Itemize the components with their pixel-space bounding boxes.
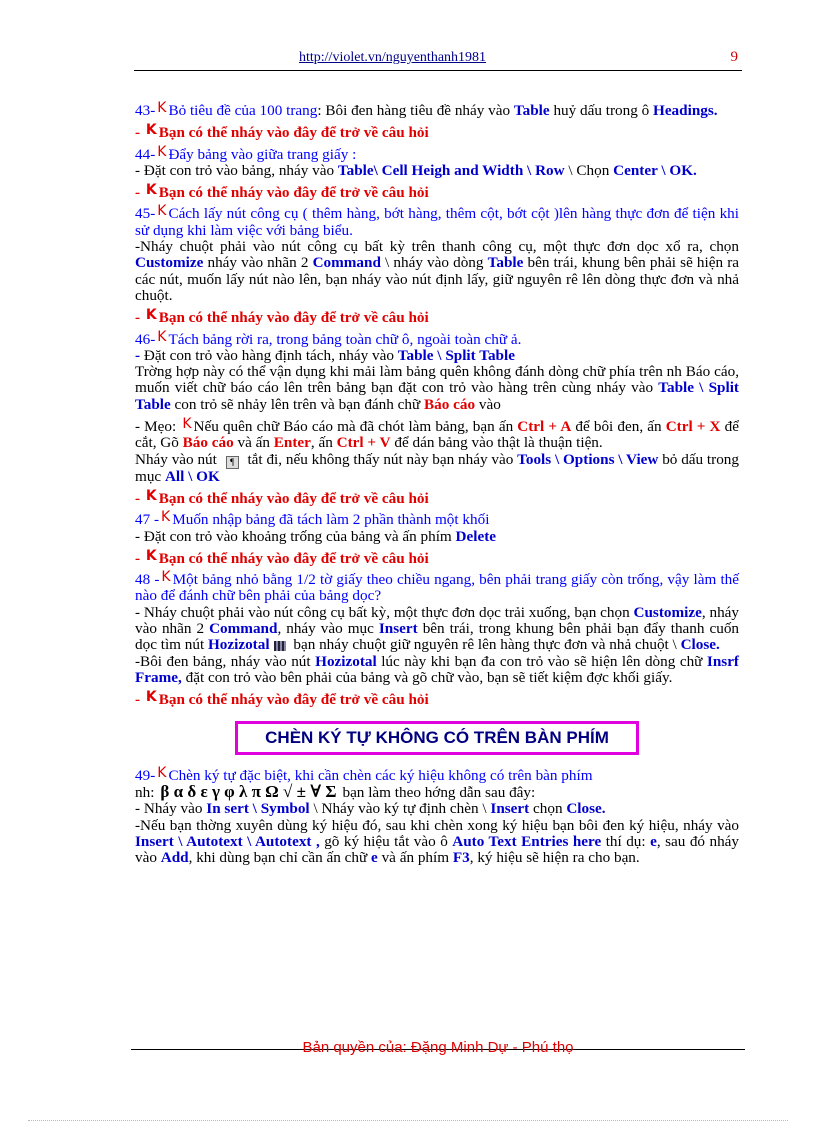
answer-text: - Nháy chuột phải vào nút công cụ bất kỳ, một thực đơn dọc trải xuống, bạn chọn (135, 603, 634, 621)
answer-45 (135, 239, 739, 304)
menu-term: Hozizotal (207, 636, 270, 654)
question-number: 44- (135, 145, 156, 163)
back-link-text[interactable]: Bạn có thể nháy vào đây để trở về câu hỏi (158, 489, 429, 507)
question-number: 47 - (135, 511, 160, 529)
question-text: Tách bảng rời ra, trong bảng toàn chữ ô, ngoài toàn chữ ả. (168, 330, 522, 348)
back-to-questions-link[interactable]: - K Bạn có thể nháy vào đây để trở về câu hỏi (135, 547, 429, 567)
k-marker-icon: K (157, 764, 167, 781)
menu-term: Command (209, 620, 278, 638)
question-number: 43- (135, 102, 156, 119)
answer-text: , khi dùng bạn chỉ cần ấn chữ (188, 849, 372, 867)
menu-term: Auto Text Entries here (452, 832, 602, 850)
menu-term: Insert \ Autotext \ Autotext , (135, 832, 320, 850)
answer-text: Nháy vào nút (135, 450, 221, 468)
back-to-questions-link[interactable]: - K Bạn có thể nháy vào đây để trở về câu hỏi (135, 182, 429, 202)
shortcut-term: Ctrl + V (336, 434, 391, 452)
k-marker-icon: K (157, 203, 167, 220)
answer-text: \ Nháy vào ký tự định chèn \ (309, 800, 491, 818)
question-text: Bỏ tiêu đề của 100 trang (168, 102, 318, 119)
answer-text: để cắt, Gõ (135, 418, 739, 452)
question-number: 46- (135, 330, 156, 348)
answer-text: nh: (135, 784, 155, 802)
k-marker-icon: K (145, 307, 157, 324)
menu-term: Delete (455, 527, 497, 545)
back-to-questions-link[interactable]: - K Bạn có thể nháy vào đây để trở về câu hỏi (135, 307, 429, 327)
question-text: Chèn ký tự đặc biệt, khi cần chèn các ký hiệu không có trên bàn phím (168, 766, 593, 784)
answer-text: tắt đi, nếu không thấy nút này bạn nháy vào (243, 450, 518, 468)
question-number: 45- (135, 205, 156, 223)
section-title: CHÈN KÝ TỰ KHÔNG CÓ TRÊN BÀN PHÍM (235, 721, 639, 755)
answer-text: thí dụ: (601, 832, 651, 850)
back-to-questions-link[interactable]: - K Bạn có thể nháy vào đây để trở về câu hỏi (135, 689, 429, 709)
answer-46-line-1 (135, 348, 739, 364)
question-47 (135, 509, 739, 528)
special-symbols: β α δ ε γ φ λ π Ω √ ± ∀ Σ (160, 782, 337, 802)
answer-text: bạn làm theo hớng dẫn sau đây: (342, 784, 536, 802)
menu-term: Command (312, 254, 381, 272)
answer-text: -Nếu bạn thờng xuyên dùng ký hiệu đó, sau khi chèn xong ký hiệu bạn bôi đen ký hiệu, nháy vào (135, 816, 739, 834)
answer-text: để dán bảng vào thật là thuận tiện. (390, 434, 603, 452)
back-link-text[interactable]: Bạn có thể nháy vào đây để trở về câu hỏi (158, 549, 429, 567)
menu-term: Table\ Cell Heigh and Width \ Row (337, 161, 565, 179)
page-break-divider (28, 1120, 788, 1121)
question-46 (135, 329, 739, 348)
answer-text: Đặt con trỏ vào hàng định tách, nháy vào (143, 346, 398, 364)
question-43 (135, 100, 739, 119)
answer-text: -Bôi đen bảng, nháy vào nút (135, 652, 316, 670)
menu-term: Table \ Split Table (135, 379, 739, 413)
page-footer (131, 1039, 745, 1056)
menu-term: Add (160, 849, 189, 867)
answer-text: \ nháy vào dòng (380, 254, 488, 272)
shortcut-term: Ctrl + X (665, 418, 721, 436)
answer-46-line-2 (135, 364, 739, 413)
question-45 (135, 203, 739, 239)
answer-text: bên trái, trong khung bên phải bạn đẩy thanh cuốn dọc tìm nút (135, 620, 740, 654)
answer-text: chọn (529, 800, 567, 818)
menu-term: Customize (135, 254, 204, 272)
answer-text: gõ ký hiệu tắt vào ô (319, 832, 453, 850)
menu-term: Table \ Split Table (397, 346, 515, 364)
paragraph-mark-icon: ¶ (226, 456, 239, 469)
question-number: 49- (135, 766, 156, 784)
answer-text: bỏ dấu trong mục (135, 450, 739, 485)
k-marker-icon: K (157, 100, 167, 116)
back-to-questions-link[interactable]: - K Bạn có thể nháy vào đây để trở về câu hỏi (135, 487, 429, 507)
answer-text: nháy vào nhãn 2 (203, 254, 313, 272)
menu-term: e (371, 849, 378, 867)
dash: - (135, 346, 144, 364)
menu-term: F3 (452, 849, 470, 867)
question-number: 48 - (135, 571, 160, 589)
answer-text: vào (475, 395, 501, 413)
answer-text: , sau đó nháy vào (135, 832, 739, 867)
k-marker-icon: K (157, 328, 167, 345)
k-marker-icon: K (161, 569, 171, 586)
answer-text: con trỏ sẽ nhảy lên trên và bạn đánh chữ (170, 395, 425, 413)
answer-text: \ Chọn (564, 161, 614, 179)
answer-48-line-1 (135, 605, 739, 654)
header-url-link[interactable]: http://violet.vn/nguyenthanh1981 (299, 50, 487, 65)
k-marker-icon: K (145, 122, 157, 139)
answer-text: Nếu quên chữ Báo cáo mà đã chót làm bảng, bạn ấn (193, 418, 518, 436)
k-marker-icon: K (145, 689, 157, 706)
menu-term: Table (487, 254, 524, 272)
back-to-questions-link[interactable]: - K Bạn có thể nháy vào đây để trở về câu hỏi (135, 122, 429, 142)
answer-text: bên trái, khung bên phải sẽ hiện ra các nút, muốn lấy nút nào lên, bạn nháy vào nút định lấy, giữ nguyên rê lên dòng thực đơn và nhả chuột. (135, 254, 740, 304)
menu-term: Customize (633, 603, 702, 621)
menu-term: Headings. (653, 102, 718, 119)
page-number: 9 (730, 49, 738, 65)
horizontal-line-icon (274, 641, 286, 651)
menu-term: Insert (490, 800, 530, 818)
answer-text: : Bôi đen hàng tiêu đề nháy vào (317, 102, 514, 119)
footer-copyright: Bản quyền của: Đặng Minh Dự - Phú thọ (302, 1039, 574, 1056)
question-44 (135, 144, 739, 163)
answer-text: - Nháy vào (135, 800, 207, 818)
tip-46 (135, 416, 739, 452)
back-link-text[interactable]: Bạn có thể nháy vào đây để trở về câu hỏi (158, 309, 429, 327)
answer-text: Trờng hợp này có thể vận dụng khi mải làm bảng quên không đánh dòng chữ phía trên nh Báo cáo, muốn viết chữ báo cáo lên trên bảng bạn đặt con trỏ vào hàng trên cùng nháy vào (135, 363, 739, 397)
question-text: Cách lấy nút công cụ ( thêm hàng, bớt hàng, thêm cột, bớt cột )lên hàng thực đơn để tiện khi sử dụng khi làm việc với bảng biểu. (135, 205, 739, 239)
k-marker-icon: K (157, 143, 167, 160)
answer-text: lúc này khi bạn đa con trỏ vào sẽ hiện lên dòng chữ (376, 652, 707, 670)
answer-text: , nháy vào nhãn 2 (135, 603, 739, 638)
k-marker-icon: K (161, 509, 171, 526)
k-marker-icon: K (182, 416, 192, 433)
answer-text: đặt con trỏ vào bên phải của bảng và gõ chữ vào, bạn sẽ tiết kiệm đợc khối giấy. (181, 668, 673, 686)
back-link-text[interactable]: Bạn có thể nháy vào đây để trở về câu hỏi (158, 124, 429, 142)
highlight-term: Báo cáo (182, 434, 234, 452)
menu-term: Close. (566, 800, 606, 818)
document-body (135, 100, 739, 867)
menu-term: Insrf Frame, (135, 652, 739, 686)
answer-46-line-4 (135, 452, 739, 485)
back-link-text[interactable]: Bạn có thể nháy vào đây để trở về câu hỏi (158, 691, 429, 709)
answer-text: và ấn (233, 434, 274, 452)
answer-text: huỷ dấu trong ô (549, 102, 653, 119)
k-marker-icon: K (145, 547, 157, 564)
menu-term: e (650, 832, 657, 850)
highlight-term: Báo cáo (424, 395, 476, 413)
answer-text: - Đặt con trỏ vào bảng, nháy vào (135, 161, 338, 179)
menu-term: In sert \ Symbol (206, 800, 310, 818)
menu-term: Center \ OK. (613, 161, 697, 179)
menu-term: Close. (680, 636, 720, 654)
answer-text: , nháy vào mục (277, 620, 379, 638)
answer-text: , ký hiệu sẽ hiện ra cho bạn. (469, 849, 640, 867)
symbols-line (135, 784, 739, 801)
page-header (134, 48, 742, 71)
menu-term: Insert (378, 620, 418, 638)
menu-term: Hozizotal (315, 652, 377, 670)
answer-47 (135, 529, 739, 545)
answer-text: và ấn phím (377, 849, 453, 867)
shortcut-term: Ctrl + A (517, 418, 572, 436)
question-48 (135, 569, 739, 605)
question-text: Một bảng nhỏ bằng 1/2 tờ giấy theo chiều ngang, bên phải trang giấy còn trống, vậy làm thế nào để đánh chữ bên phải của bảng dọc? (135, 571, 739, 605)
answer-49-line-1 (135, 801, 739, 817)
answer-text: -Nháy chuột phải vào nút công cụ bất kỳ trên thanh công cụ, một thực đơn dọc xổ ra, chọn (135, 238, 739, 256)
answer-text: để bôi đen, ấn (571, 418, 666, 436)
answer-text: bạn nháy chuột giữ nguyên rê lên hàng thực đơn và nhả chuột \ (289, 636, 681, 654)
menu-term: Tools \ Options \ View (517, 450, 659, 468)
k-marker-icon: K (145, 487, 157, 504)
answer-44 (135, 163, 739, 179)
tip-label: - Mẹo: (135, 418, 181, 436)
k-marker-icon: K (145, 182, 157, 199)
question-text: Muốn nhập bảng đã tách làm 2 phần thành một khối (172, 511, 490, 529)
menu-term: All \ OK (164, 467, 220, 485)
answer-text: - Đặt con trỏ vào khoảng trống của bảng và ấn phím (135, 527, 456, 545)
question-text: Đẩy bảng vào giữa trang giấy : (168, 145, 357, 163)
shortcut-term: Enter (273, 434, 311, 452)
answer-text: , ấn (310, 434, 337, 452)
back-link-text[interactable]: Bạn có thể nháy vào đây để trở về câu hỏi (158, 184, 429, 202)
answer-49-line-2 (135, 818, 739, 867)
menu-term: Table (513, 102, 550, 119)
answer-48-line-2 (135, 654, 739, 687)
